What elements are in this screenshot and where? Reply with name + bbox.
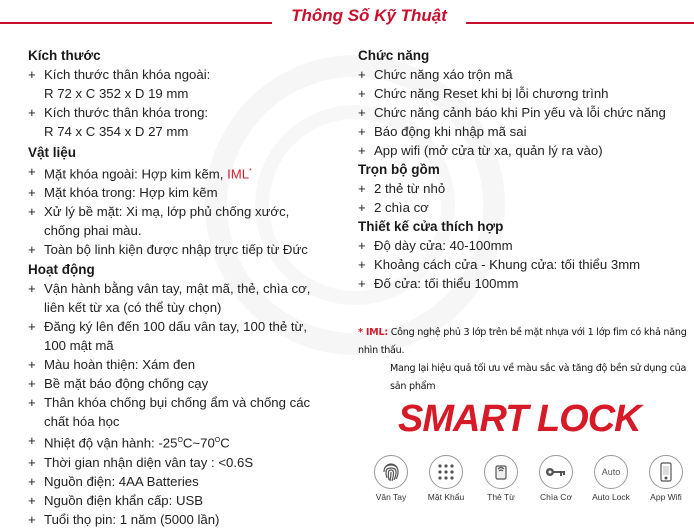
section-title-operation: Hoạt động bbox=[28, 262, 95, 278]
spec-item: + Tuổi thọ pin: 1 năm (5000 lần) bbox=[28, 511, 220, 527]
keypad-icon bbox=[429, 455, 463, 489]
spec-item: + Màu hoàn thiện: Xám đen bbox=[28, 357, 196, 373]
header bbox=[0, 6, 694, 30]
spec-item: + App wifi (mở cửa từ xa, quản lý ra vào) bbox=[358, 143, 603, 158]
spec-item: + Chức năng cảnh báo khi Pin yếu và lỗi chức năng bbox=[358, 105, 666, 120]
key-icon bbox=[539, 455, 573, 489]
feature-app-wifi: App Wifi bbox=[640, 455, 692, 502]
feature-icons-row bbox=[365, 455, 694, 515]
auto-icon: Auto bbox=[594, 455, 628, 489]
section-title-package: Trọn bộ gồm bbox=[358, 162, 440, 177]
spec-item: + 2 chìa cơ bbox=[358, 200, 429, 215]
spec-item: + Toàn bộ linh kiện được nhập trực tiếp từ Đức bbox=[28, 242, 308, 258]
spec-item: + Mặt khóa trong: Hợp kim kẽm bbox=[28, 185, 218, 201]
iml-footnote bbox=[358, 324, 694, 396]
spec-item: + Khoảng cách cửa - Khung cửa: tối thiểu 3mm bbox=[358, 257, 641, 272]
spec-item: + Kích thước thân khóa trong: bbox=[28, 105, 209, 120]
spec-value: R 74 x C 354 x D 27 mm bbox=[44, 124, 189, 139]
spec-item: + Bề mặt báo động chống cạy bbox=[28, 376, 209, 392]
spec-item: + Thời gian nhận diện vân tay : <0.6S bbox=[28, 454, 254, 470]
smart-lock-logo: SMART LOCK bbox=[398, 398, 641, 440]
spec-item-continued: 100 mật mã bbox=[44, 338, 114, 354]
spec-item: + Đăng ký lên đến 100 dấu vân tay, 100 thẻ từ, bbox=[28, 319, 307, 335]
spec-item: + Độ dày cửa: 40-100mm bbox=[358, 238, 513, 253]
footnote-line-1: * IML: Công nghệ phủ 3 lớp trên bề mặt nhựa với 1 lớp fim có khả năng nhìn thấu. bbox=[358, 327, 687, 356]
spec-item: + Vận hành bằng vân tay, mật mã, thẻ, chìa cơ, bbox=[28, 281, 311, 297]
section-title-functions: Chức năng bbox=[358, 48, 430, 63]
spec-item: + Chức năng Reset khi bị lỗi chương trình bbox=[358, 86, 609, 101]
spec-item: + Nguồn điện khẩn cấp: USB bbox=[28, 492, 204, 508]
spec-item-continued: chống phai màu. bbox=[44, 223, 142, 239]
phone-icon bbox=[649, 455, 683, 489]
spec-item: + 2 thẻ từ nhỏ bbox=[358, 181, 446, 196]
feature-auto-lock: Auto Auto Lock bbox=[585, 455, 637, 502]
section-title-door-design: Thiết kế cửa thích hợp bbox=[358, 219, 504, 234]
header-divider-right bbox=[466, 22, 694, 24]
spec-item-continued: liên kết từ xa (có thể tùy chọn) bbox=[44, 300, 222, 316]
spec-item: + Chức năng xáo trộn mã bbox=[358, 67, 513, 82]
feature-fingerprint: Vân Tay bbox=[365, 455, 417, 502]
right-column bbox=[358, 46, 688, 293]
spec-item: + Đố cửa: tối thiểu 100mm bbox=[358, 276, 519, 291]
feature-card: Thẻ Từ bbox=[475, 455, 527, 502]
feature-keypad: Mật Khẩu bbox=[420, 455, 472, 502]
left-column bbox=[28, 46, 338, 529]
section-title-dimensions: Kích thước bbox=[28, 48, 101, 63]
spec-item-continued: chất hóa học bbox=[44, 414, 120, 430]
spec-item: + Kích thước thân khóa ngoài: bbox=[28, 67, 211, 82]
spec-item: + Nguồn điện: 4AA Batteries bbox=[28, 473, 199, 489]
spec-item: + Báo động khi nhập mã sai bbox=[358, 124, 527, 139]
footnote-line-2: Mang lại hiệu quả tối ưu về màu sắc và tăng độ bền sử dụng của sản phẩm bbox=[390, 363, 687, 392]
page-title: Thông Số Kỹ Thuật bbox=[291, 6, 447, 25]
spec-item: + Xử lý bề mặt: Xi mạ, lớp phủ chống xước, bbox=[28, 204, 290, 220]
spec-item: + Nhiệt độ vận hành: $-25^OC\sim 70^OC$ bbox=[28, 433, 230, 451]
spec-value: R 72 x C 352 x D 19 mm bbox=[44, 86, 189, 101]
spec-item: + Mặt khóa ngoài: Hợp kim kẽm, IML* bbox=[28, 164, 252, 182]
iml-label: IML bbox=[227, 166, 250, 182]
feature-key: Chìa Cơ bbox=[530, 455, 582, 502]
fingerprint-icon bbox=[374, 455, 408, 489]
spec-item: + Thân khóa chống bụi chống ẩm và chống các bbox=[28, 395, 311, 411]
header-divider-left bbox=[0, 22, 272, 24]
card-icon bbox=[484, 455, 518, 489]
section-title-materials: Vật liệu bbox=[28, 145, 77, 160]
